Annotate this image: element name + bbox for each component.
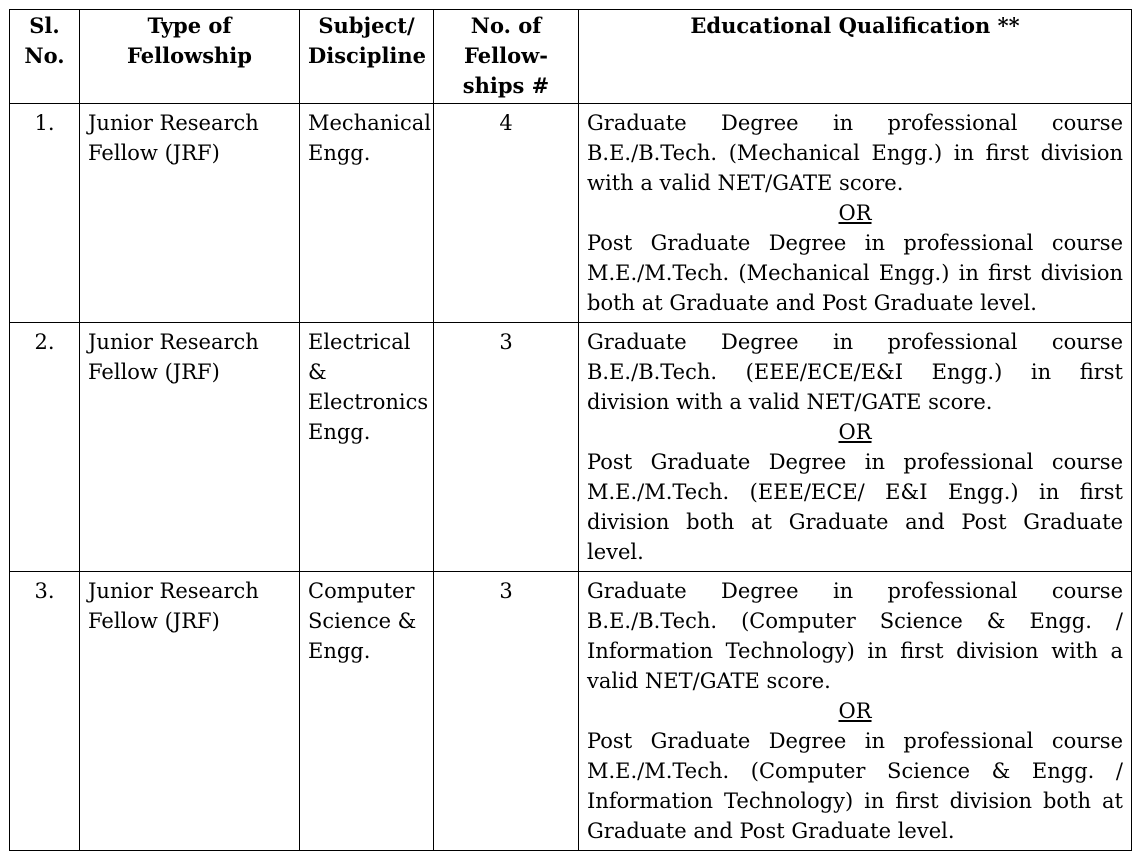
- header-sl-no: Sl. No.: [10, 10, 80, 104]
- row-qualification: [579, 104, 1132, 323]
- row-subject: Mechanical Engg.: [300, 104, 434, 323]
- or-separator: OR: [838, 420, 872, 444]
- header-number-of-fellowships: No. of Fellow-ships #: [434, 10, 579, 104]
- row-fellowship-count: 4: [434, 104, 579, 323]
- row-fellowship-type: Junior Research Fellow (JRF): [80, 323, 300, 572]
- row-fellowship-count: 3: [434, 572, 579, 851]
- qualification-postgraduate-text: Post Graduate Degree in professional course M.E./M.Tech. (EEE/ECE/ E&I Engg.) in first division both at Graduate and Post Graduate level.: [587, 450, 1123, 564]
- table-row: [10, 104, 1132, 323]
- row-subject: Computer Science & Engg.: [300, 572, 434, 851]
- table-row: [10, 323, 1132, 572]
- row-fellowship-count: 3: [434, 323, 579, 572]
- qualification-graduate-text: Graduate Degree in professional course B.E./B.Tech. (Computer Science & Engg. / Information Technology) in first division with a valid NET/GATE score.: [587, 579, 1123, 693]
- row-serial-number: 1.: [10, 104, 80, 323]
- qualification-graduate-text: Graduate Degree in professional course B.E./B.Tech. (Mechanical Engg.) in first division with a valid NET/GATE score.: [587, 111, 1123, 195]
- qualification-postgraduate-text: Post Graduate Degree in professional course M.E./M.Tech. (Mechanical Engg.) in first division both at Graduate and Post Graduate level.: [587, 231, 1123, 315]
- header-row: [10, 10, 1132, 104]
- row-serial-number: 3.: [10, 572, 80, 851]
- or-separator: OR: [838, 201, 872, 225]
- qualification-graduate-text: Graduate Degree in professional course B.E./B.Tech. (EEE/ECE/E&I Engg.) in first division with a valid NET/GATE score.: [587, 330, 1123, 414]
- row-serial-number: 2.: [10, 323, 80, 572]
- row-subject: Electrical & Electronics Engg.: [300, 323, 434, 572]
- or-separator: OR: [838, 699, 872, 723]
- row-fellowship-type: Junior Research Fellow (JRF): [80, 104, 300, 323]
- header-type-of-fellowship: Type of Fellowship: [80, 10, 300, 104]
- qualification-postgraduate-text: Post Graduate Degree in professional course M.E./M.Tech. (Computer Science & Engg. / Information Technology) in first division both at Graduate and Post Graduate level.: [587, 729, 1123, 843]
- header-educational-qualification: Educational Qualification **: [579, 10, 1132, 104]
- header-subject-discipline: Subject/ Discipline: [300, 10, 434, 104]
- row-fellowship-type: Junior Research Fellow (JRF): [80, 572, 300, 851]
- fellowship-table: [9, 9, 1132, 851]
- row-qualification: [579, 323, 1132, 572]
